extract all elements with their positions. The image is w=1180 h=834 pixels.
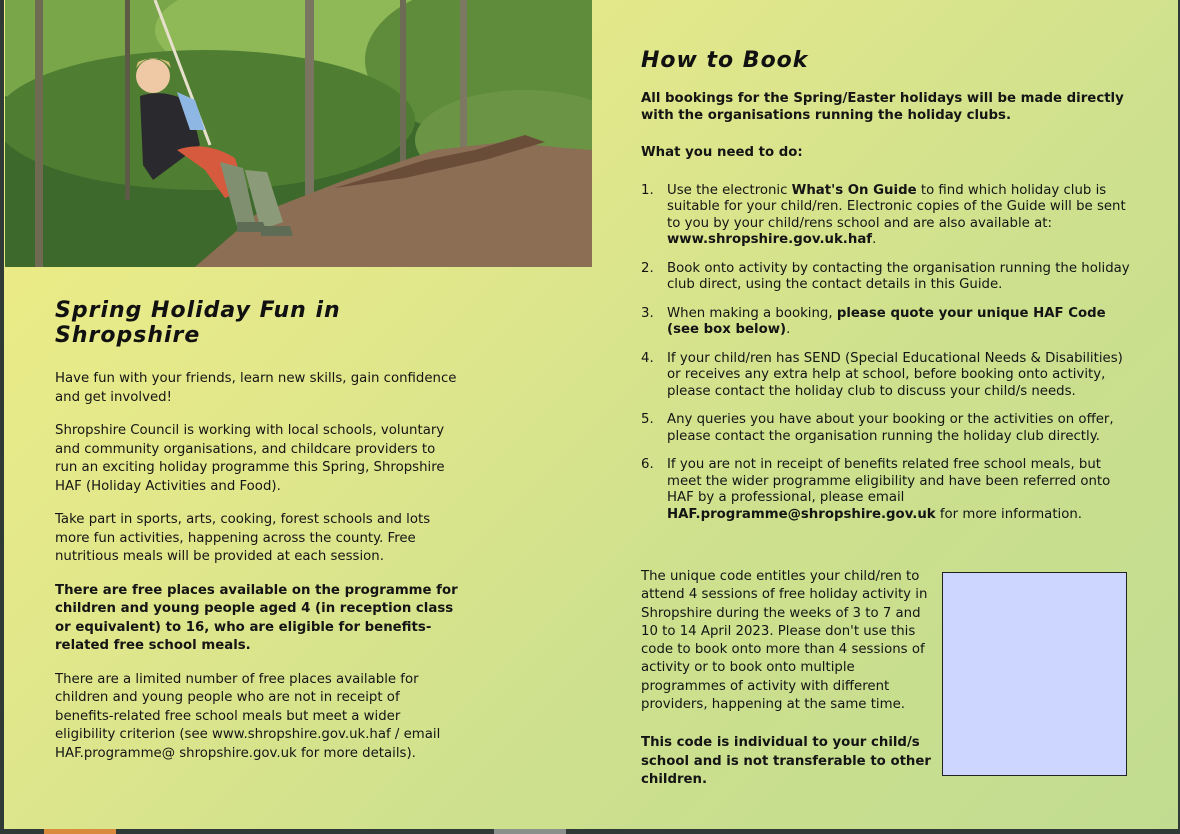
intro-paragraph-2: Shropshire Council is working with local schools, voluntary and community organisations, and childcare providers to run an exciting holiday programme this Spring, Shropshire HAF (Holiday Activities and Food). (55, 423, 445, 494)
step-number: 2. (641, 260, 654, 276)
wider-eligibility-paragraph: There are a limited number of free places available for children and young people who are not in receipt of benefits-related free school meals but meet a wider eligibility criterion (see www.shropshire.gov.uk.haf / email HAF.programme@ shropshire.gov.uk for more details). (55, 671, 441, 761)
haf-code-box (942, 572, 1127, 776)
haf-website-link[interactable]: www.shropshire.gov.uk.haf (667, 232, 873, 247)
what-you-need-label: What you need to do: (641, 145, 803, 160)
haf-email-link[interactable]: HAF.programme@shropshire.gov.uk (667, 506, 936, 522)
step-item (641, 183, 1131, 249)
step-text: . (872, 232, 877, 247)
step-item (641, 351, 1131, 401)
whats-on-guide-link[interactable]: What's On Guide (791, 182, 917, 198)
step-number: 6. (641, 457, 654, 472)
step-emphasis: please quote your unique HAF Code (see box below) (667, 305, 1106, 337)
code-info (641, 568, 936, 809)
step-number: 3. (641, 305, 654, 321)
step-text: If you are not in receipt of benefits related free school meals, but meet the wider programme eligibility and have been referred onto HAF by a professional, please email (667, 457, 1111, 505)
eligibility-paragraph: There are free places available on the programme for children and young people aged 4 (in reception class or equivalent) to 16, who are eligible for benefits-related free school meals. (55, 582, 458, 653)
step-text: Book onto activity by contacting the organisation running the holiday club direct, using the contact details in this Guide. (667, 260, 1130, 292)
step-item (641, 412, 1131, 445)
intro-paragraph-1: Have fun with your friends, learn new skills, gain confidence and get involved! (55, 371, 457, 405)
step-text: If your child/ren has SEND (Special Educational Needs & Disabilities) or receives any extra help at school, before booking onto activity, please contact the holiday club to discuss your child/s needs. (667, 350, 1123, 399)
step-text: for more information. (935, 506, 1083, 522)
photo-child-on-rope-swing (5, 0, 592, 267)
intro-paragraph-3: Take part in sports, arts, cooking, forest schools and lots more fun activities, happening across the county. Free nutritious meals will be provided at each session. (55, 512, 431, 564)
intro-column (55, 298, 460, 778)
step-number: 4. (641, 350, 654, 366)
step-text: Any queries you have about your booking or the activities on offer, please contact the organisation running the holiday club directly. (667, 412, 1114, 444)
code-info-paragraph: The unique code entitles your child/ren to attend 4 sessions of free holiday activity in Shropshire during the weeks of 3 to 7 and 10 to 14 April 2023. Please don't use this code to book onto more than 4 sessions of activity or to book onto multiple programmes of activity with different providers, happening at the same time. (641, 569, 928, 713)
step-item (641, 306, 1131, 339)
step-text: When making a booking, (667, 305, 837, 321)
bottom-strip (0, 829, 1180, 834)
step-number: 5. (641, 412, 654, 427)
step-item (641, 457, 1131, 523)
step-text: to find which holiday club is suitable for your child/ren. Electronic copies of the Guide will be sent to you by your child/rens school and are also available at: (667, 182, 1126, 231)
page-tab-grey (494, 829, 566, 834)
how-to-book-column (641, 48, 1131, 535)
step-text: . (786, 322, 791, 337)
page-tab-orange (44, 829, 116, 834)
how-to-book-heading: How to Book (641, 48, 809, 73)
step-text: Use the electronic (667, 182, 792, 198)
step-number: 1. (641, 182, 654, 198)
booking-intro: All bookings for the Spring/Easter holidays will be made directly with the organisations running the holiday clubs. (641, 91, 1124, 123)
code-info-note: This code is individual to your child/s school and is not transferable to other children. (641, 735, 931, 787)
page-title: Spring Holiday Fun in Shropshire (55, 298, 341, 348)
step-item (641, 261, 1131, 294)
booking-steps-list (641, 183, 1131, 524)
